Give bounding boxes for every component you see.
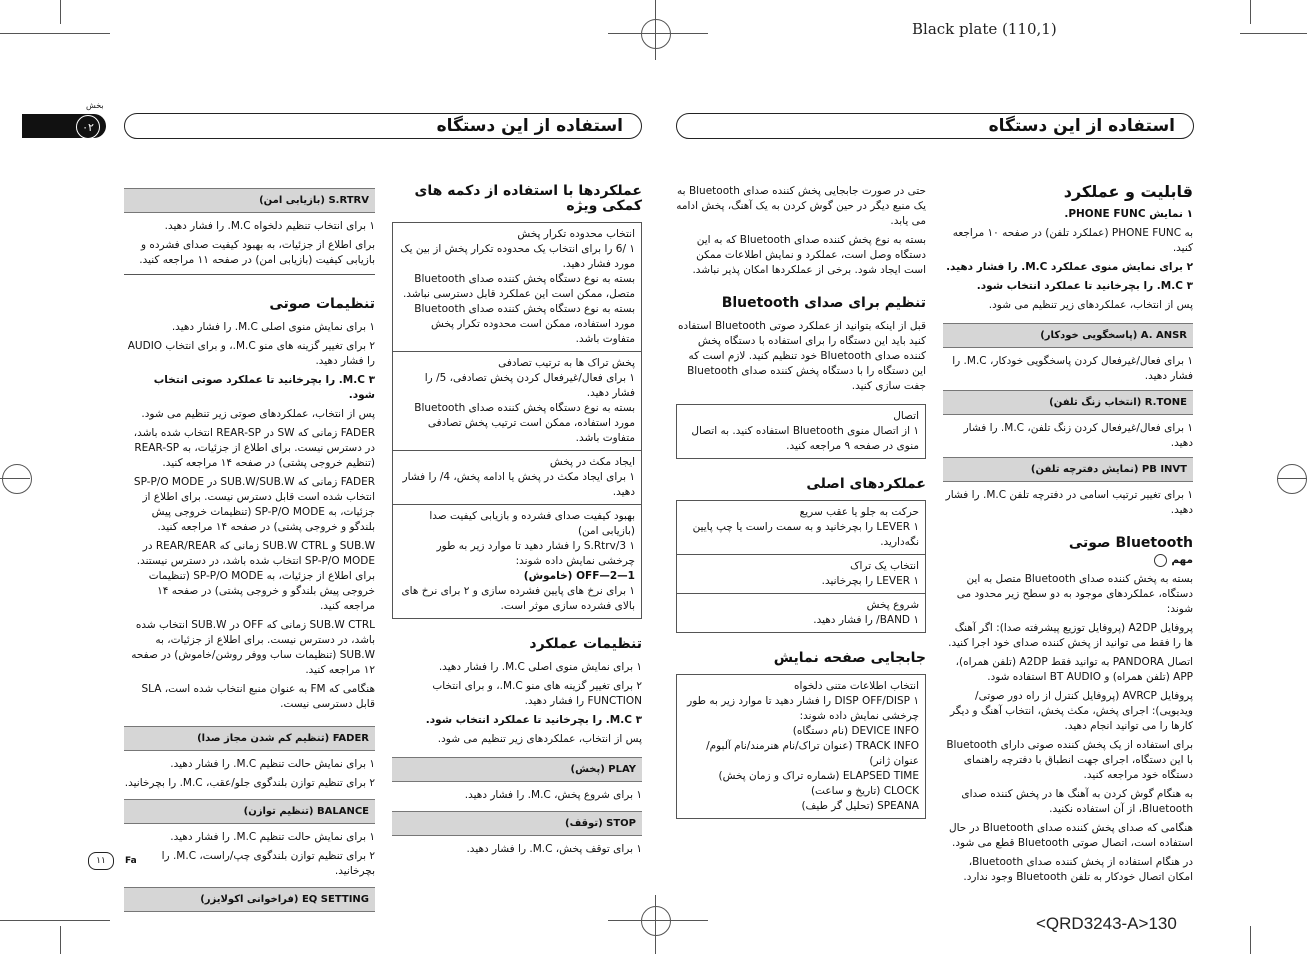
heading-bluetooth-audio: Bluetooth صوتی <box>1068 535 1193 551</box>
row-title: حرکت به جلو یا عقب سریع <box>799 506 919 518</box>
step: ۱ برای نمایش حالت تنظیم M.C. را فشار دهید. <box>170 758 375 770</box>
paragraph: به PHONE FUNC (عملکرد تلفن) در صفحه ۱۰ مراجعه کنید. <box>952 227 1193 254</box>
row-step: ۱ BAND/ را فشار دهید. <box>813 614 919 626</box>
display-item: ELAPSED TIME (شماره تراک و زمان پخش) <box>718 770 919 782</box>
step: ۳ M.C. را بچرخانید تا عملکرد صوتی انتخاب شود. <box>153 374 375 401</box>
display-item: TRACK INFO (عنوان تراک/نام هنرمند/نام آلبوم/عنوان ژانر) <box>706 740 919 767</box>
row-note: بسته به نوع دستگاه پخش کننده صدای Bluetooth متصل، ممکن است این عملکرد قابل دسترسی نباشد. <box>402 273 635 300</box>
row-title: شروع پخش <box>866 599 919 611</box>
row-step: ۱ برای فعال/غیرفعال کردن پخش تصادفی، 5/ را فشار دهید. <box>424 372 635 399</box>
important-label <box>943 553 1193 568</box>
bullet: بسته به پخش کننده صدای Bluetooth متصل به این دستگاه، عملکردهای موجود به دو سطح زیر محدود می شوند: <box>956 573 1193 615</box>
step: ۱ برای فعال/غیرفعال کردن زنگ تلفن، M.C. را فشار دهید. <box>963 422 1193 449</box>
crop-line <box>60 926 61 954</box>
section-tab <box>22 114 106 138</box>
paragraph: ۱ برای انتخاب تنظیم دلخواه M.C. را فشار دهید. <box>164 220 375 232</box>
bullet: SUB.W و SUB.W CTRL زمانی که REAR/REAR در SP-P/O MODE انتخاب شده باشد، در دسترس نیستند. برای اطلاع از جزئیات، به SP-P/O MODE (تنظیمات خروجی پیش بلندگو و خروجی پشتی) در صفحه ۱۴ مراجعه کنید. <box>136 540 375 612</box>
ff-row <box>677 501 925 555</box>
heading-audio-settings: تنظیمات صوتی <box>269 296 375 312</box>
row-note: بسته به نوع دستگاه پخش کننده صدای Bluetooth مورد استفاده، ممکن است محدوده تکرار پخش متفاوت باشد. <box>414 303 635 345</box>
sound-retriever-row <box>393 505 641 618</box>
important-icon <box>1154 554 1167 567</box>
crop-line <box>60 0 61 24</box>
step: ۱ برای فعال/غیرفعال کردن پاسخگویی خودکار، M.C. را فشار دهید. <box>952 355 1193 382</box>
row-note: بسته به نوع دستگاه پخش کننده صدای Bluetooth مورد استفاده، ممکن است ترتیب پخش تصادفی متفاوت باشد. <box>414 402 635 444</box>
display-item: CLOCK (تاریخ و ساعت) <box>810 785 919 797</box>
bullet: FADER زمانی که SW در REAR-SP انتخاب شده باشد، در دسترس نیست. برای اطلاع از جزئیات، به REAR-SP (تنظیم خروجی پشتی) در صفحه ۱۴ مراجعه کنید. <box>133 427 375 469</box>
step: ۱ برای نمایش منوی اصلی M.C. را فشار دهید. <box>438 661 642 673</box>
paragraph: قبل از اینکه بتوانید از عملکرد صوتی Bluetooth استفاده کنید باید این دستگاه را برای استفاده با دستگاه پخش کننده صدای Bluetooth خود تنظیم کنید. لازم است که این دستگاه را با دستگاه پخش کننده صدای Bluetooth جفت سازی کنید. <box>678 320 926 392</box>
paragraph: پس از انتخاب، عملکردهای صوتی زیر تنظیم می شود. <box>141 408 375 420</box>
heading-basic-operations: عملکردهای اصلی <box>806 476 926 492</box>
step: ۲ برای تنظیم توازن بلندگوی چپ/راست، M.C. را بچرخانید. <box>161 850 375 877</box>
row-title: ایجاد مکث در پخش <box>549 456 635 468</box>
crop-line <box>1250 0 1251 24</box>
row-step: ۱ برای ایجاد مکث در پخش یا ادامه پخش، 4/ را فشار دهید. <box>402 471 635 498</box>
srtrv-bar: S.RTRV (بازیابی امن) <box>124 188 375 213</box>
crop-line <box>1250 926 1251 954</box>
bullet: FADER زمانی که SUB.W/SUB.W در SP-P/O MODE انتخاب شده است قابل دسترس نیست. برای اطلاع از جزئیات، به SP-P/O MODE (تنظیمات خروجی پیش بلندگو و خروجی پشتی) در صفحه ۱۴ مراجعه کنید. <box>133 476 375 533</box>
row-title: انتخاب محدوده تکرار پخش <box>517 228 635 240</box>
eq-setting-bar: EQ SETTING (فراخوانی اکولایزر) <box>124 887 375 912</box>
track-row <box>677 555 925 594</box>
column-functions <box>392 184 642 861</box>
bullet: هنگامی که FM به عنوان منبع انتخاب شده است، SLA قابل دسترسی نیست. <box>141 683 375 710</box>
row-step: ۱ LEVER را بچرخانید. <box>821 575 919 587</box>
column-bluetooth-audio <box>676 184 926 829</box>
bullet: حتی در صورت جابجایی پخش کننده صدای Bluetooth به یک منبع دیگر در حین گوش کردن به یک آهنگ، پخش ادامه می یابد. <box>676 185 926 227</box>
row-step: ۱ DISP OFF/DISP را فشار دهید تا موارد زیر به طور چرخشی نمایش داده شوند: <box>687 695 919 722</box>
bullet: هنگامی که صدای پخش کننده صدای Bluetooth در حال استفاده است، اتصال صوتی Bluetooth قطع می شود. <box>948 822 1193 849</box>
step: ۱ برای تغییر ترتیب اسامی در دفترچه تلفن M.C. را فشار دهید. <box>945 489 1193 516</box>
pb-invt-bar: PB INVT (نمایش دفترچه تلفن) <box>943 457 1193 482</box>
step: ۱ نمایش PHONE FUNC. <box>1064 208 1193 220</box>
dash-item: پروفایل A2DP (پروفایل توزیع پیشرفته صدا): اگر آهنگ ها را فقط می توانید از پخش کننده صدای خود اجرا کنید. <box>948 622 1193 649</box>
r-tone-bar: R.TONE (انتخاب زنگ تلفن) <box>943 390 1193 415</box>
random-row <box>393 352 641 451</box>
repeat-row <box>393 223 641 352</box>
document-code: <QRD3243-A>130 <box>1036 914 1177 933</box>
row-step: ۱ LEVER را بچرخانید و به سمت راست یا چپ پایین نگه‌دارید. <box>692 521 919 548</box>
heading-special-buttons: عملکردها با استفاده از دکمه های کمکی ویژه <box>414 183 642 214</box>
section-number: ۰۲ <box>76 115 100 139</box>
bullet: به هنگام گوش کردن به آهنگ ها در پخش کننده صدای Bluetooth، از آن استفاده نکنید. <box>961 788 1193 815</box>
pause-row <box>393 451 641 505</box>
step: ۱ برای توقف پخش، M.C. را فشار دهید. <box>466 843 642 855</box>
note-box <box>676 404 926 459</box>
right-page-title: استفاده از این دستگاه <box>676 113 1194 139</box>
play-bar: PLAY (پخش) <box>392 757 642 782</box>
heading-features: قابلیت و عملکرد <box>1063 182 1193 201</box>
step: ۳ M.C. را بچرخانید تا عملکرد انتخاب شود. <box>976 280 1193 292</box>
row-title: انتخاب اطلاعات متنی دلخواه <box>794 680 919 692</box>
step: ۳ M.C. را بچرخانید تا عملکرد انتخاب شود. <box>425 714 642 726</box>
column-audio <box>124 188 375 918</box>
row-title: بهبود کیفیت صدای فشرده و بازیابی کیفیت صدا (بازیابی امن) <box>429 510 635 537</box>
registration-mark <box>641 19 671 49</box>
stop-bar: STOP (توقف) <box>392 811 642 836</box>
bullet: بسته به نوع پخش کننده صدای Bluetooth که به این دستگاه وصل است، عملکرد و نمایش اطلاعات ممکن است ایجاد شود. برخی از عملکردها امکان پذیر نباشد. <box>692 234 926 276</box>
section-label: بخش <box>86 101 104 110</box>
display-item: DEVICE INFO (نام دستگاه) <box>792 725 919 737</box>
start-row <box>677 594 925 632</box>
registration-mark <box>2 464 32 494</box>
note-text: ۱ از اتصال منوی Bluetooth استفاده کنید. به اتصال منوی در صفحه ۹ مراجعه کنید. <box>691 425 919 452</box>
bullet: SUB.W CTRL زمانی که OFF در SUB.W انتخاب شده باشد، در دسترس نیست. برای اطلاع از جزئیات، به SUB.W (تنظیمات ساب ووفر روشن/خاموش) در صفحه ۱۲ مراجعه کنید. <box>131 619 375 676</box>
balance-bar: BALANCE (تنظیم توازن) <box>124 799 375 824</box>
display-box <box>676 674 926 819</box>
language-code: Fa <box>125 856 137 866</box>
row-values: OFF—2—1 (خاموش) <box>523 570 635 582</box>
step: ۲ برای تغییر گزینه های منو M.C.، و برای انتخاب AUDIO را فشار دهید. <box>127 340 375 367</box>
step: ۱ برای شروع پخش، M.C. را فشار دهید. <box>464 789 642 801</box>
note-title: اتصال <box>893 410 919 422</box>
row-title: انتخاب یک تراک <box>850 560 919 572</box>
a-ansr-bar: A. ANSR (پاسخگویی خودکار) <box>943 323 1193 348</box>
step: ۲ برای تغییر گزینه های منو M.C.، و برای انتخاب FUNCTION را فشار دهید. <box>432 680 642 707</box>
left-page-title: استفاده از این دستگاه <box>124 113 642 139</box>
display-row <box>677 675 925 818</box>
heading-display: جابجایی صفحه نمایش <box>773 650 926 666</box>
note-row <box>677 405 925 458</box>
step: ۱ برای نمایش حالت تنظیم M.C. را فشار دهید. <box>170 831 375 843</box>
page-number: ۱۱ <box>88 852 114 870</box>
dash-item: اتصال PANDORA به توانید فقط A2DP (تلفن همراه)، APP (تلفن همراه) و BT AUDIO استفاده شود. <box>955 656 1193 683</box>
paragraph: پس از انتخاب، عملکردهای زیر تنظیم می شود. <box>437 733 642 745</box>
function-box <box>392 222 642 619</box>
crop-line <box>1240 33 1307 34</box>
row-note: ۱ برای نرخ های پایین فشرده سازی و ۲ برای نرخ های بالای فشرده سازی موثر است. <box>401 585 635 612</box>
crop-line <box>0 920 110 921</box>
basic-box <box>676 500 926 633</box>
important-text: مهم <box>1171 554 1193 566</box>
row-title: پخش تراک ها به ترتیب تصادفی <box>498 357 635 369</box>
crop-line <box>0 33 110 34</box>
row-step: ۱ /6 را برای انتخاب یک محدوده تکرار پخش از بین یک مورد فشار دهید. <box>400 243 635 270</box>
display-item: SPEANA (تحلیل گر طیف) <box>801 800 919 812</box>
column-phone <box>943 184 1193 889</box>
heading-function-settings: تنظیمات عملکرد <box>529 636 642 652</box>
paragraph: برای اطلاع از جزئیات، به بهبود کیفیت صدای فشرده و بازیابی کیفیت (بازیابی امن) در صفحه ۱۱ مراجعه کنید. <box>124 238 375 275</box>
paragraph: پس از انتخاب، عملکردهای زیر تنظیم می شود. <box>988 299 1193 311</box>
row-step: ۱ S.Rtrv/3 را فشار دهید تا موارد زیر به طور چرخشی نمایش داده شوند: <box>436 540 635 567</box>
heading-bluetooth-setup: تنظیم برای صدای Bluetooth <box>721 295 926 311</box>
step: ۲ برای نمایش منوی عملکرد M.C. را فشار دهید. <box>946 261 1193 273</box>
step: ۲ برای تنظیم توازن بلندگوی جلو/عقب، M.C. را بچرخانید. <box>124 777 375 789</box>
fader-bar: FADER (تنظیم کم شدن مجاز صدا) <box>124 726 375 751</box>
step: ۱ برای نمایش منوی اصلی M.C. را فشار دهید. <box>171 321 375 333</box>
plate-label: Black plate (110,1) <box>912 20 1057 38</box>
bullet: در هنگام استفاده از پخش کننده صدای Bluetooth، امکان اتصال خودکار به تلفن Bluetooth وجود ندارد. <box>963 856 1193 883</box>
bullet: برای استفاده از یک پخش کننده صوتی دارای Bluetooth با این دستگاه، اجرای جهت انطباق با دفترچه راهنمای دستگاه خود مراجعه کنید. <box>946 739 1193 781</box>
registration-mark <box>641 906 671 936</box>
dash-item: پروفایل AVRCP (پروفایل کنترل از راه دور صوتی/ویدیویی): اجرای پخش، مکث پخش، انتخاب آهنگ و دیگر کارها را می توانید انجام دهید. <box>949 690 1193 732</box>
registration-mark <box>1277 464 1307 494</box>
